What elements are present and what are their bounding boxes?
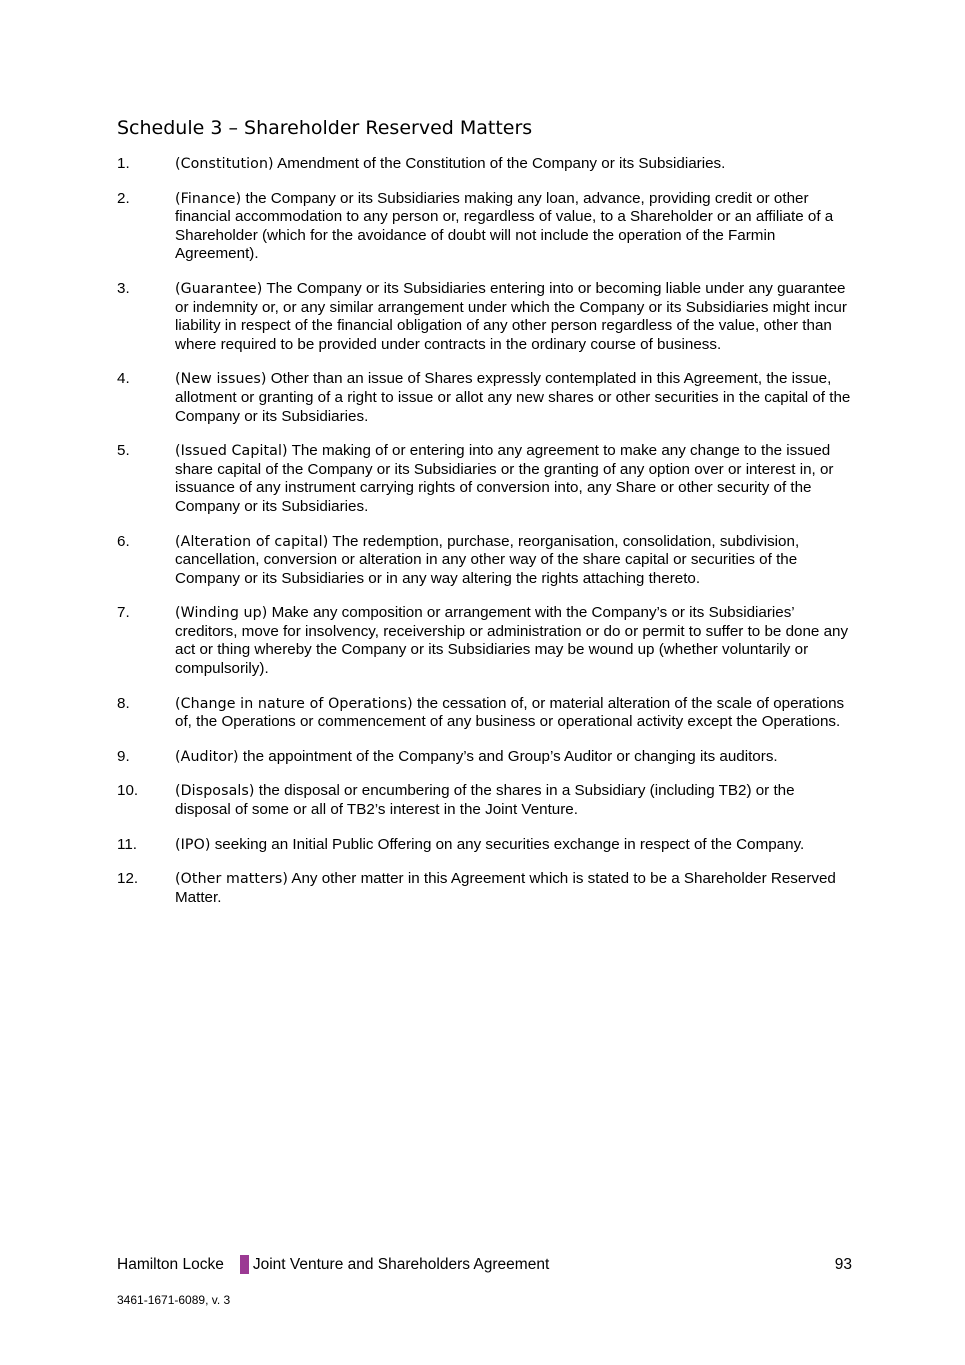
page-number: 93 bbox=[834, 1255, 852, 1273]
item-text: The making of or entering into any agreement to make any change to the issued share capital of the Company or its Subsidiaries or the granting of any option over or interest in, or issuance of any instrument carrying rights of conversion into, any Share or other security of the Company or its Subsidiaries. bbox=[175, 442, 834, 515]
footer-accent-bar bbox=[240, 1255, 249, 1274]
item-text: Make any composition or arrangement with the Company’s or its Subsidiaries’ creditors, move for insolvency, receivership or administration or do or permit to suffer to be done any act or thing whereby the Company or its Subsidiaries may be wound up (whether voluntarily or compulsorily). bbox=[175, 604, 849, 678]
list-item bbox=[117, 442, 852, 516]
list-item bbox=[117, 370, 852, 426]
list-item bbox=[117, 870, 852, 907]
document-reference: 3461-1671-6089, v. 3 bbox=[117, 1293, 231, 1307]
item-body bbox=[175, 748, 852, 767]
list-item bbox=[117, 695, 852, 732]
item-tag: (Alteration of capital) bbox=[175, 533, 329, 550]
item-text: the disposal or encumbering of the shares in a Subsidiary (including TB2) or the disposal of some or all of TB2’s interest in the Joint Venture. bbox=[175, 782, 795, 819]
item-body bbox=[175, 695, 852, 732]
list-item bbox=[117, 604, 852, 678]
item-body bbox=[175, 870, 852, 907]
item-text: the appointment of the Company’s and Group’s Auditor or changing its auditors. bbox=[238, 747, 778, 765]
list-item bbox=[117, 748, 852, 767]
item-text: Any other matter in this Agreement which is stated to be a Shareholder Reserved Matter. bbox=[175, 870, 836, 906]
item-text: the Company or its Subsidiaries making any loan, advance, providing credit or other financial accommodation to any person or, regardless of value, to a Shareholder or an affiliate of a Shareholder (which for the avoidance of doubt will not include the operation of the Farmin Agreement). bbox=[175, 189, 834, 263]
footer-firm-name: Hamilton Locke bbox=[117, 1255, 224, 1273]
list-item bbox=[117, 155, 852, 174]
item-number: 6. bbox=[117, 532, 130, 550]
item-number: 5. bbox=[117, 442, 130, 460]
item-number: 4. bbox=[117, 370, 130, 388]
item-tag: (Disposals) bbox=[175, 783, 255, 800]
item-number: 12. bbox=[117, 870, 139, 888]
list-item bbox=[117, 190, 852, 264]
item-body bbox=[175, 442, 852, 516]
item-number: 11. bbox=[117, 835, 137, 853]
reserved-matters-list bbox=[117, 155, 852, 923]
footer-document-title: Joint Venture and Shareholders Agreement bbox=[252, 1255, 550, 1273]
item-tag: (Issued Capital) bbox=[175, 443, 288, 460]
item-number: 2. bbox=[117, 189, 130, 207]
item-tag: (Constitution) bbox=[175, 156, 274, 172]
item-text: The redemption, purchase, reorganisation, consolidation, subdivision, cancellation, conversion or alteration in any other way of the share capital or securities of the Company or its Subsidiaries or in any way altering the rights attaching thereto. bbox=[175, 532, 800, 587]
list-item bbox=[117, 782, 852, 819]
item-tag: (Guarantee) bbox=[175, 280, 263, 297]
item-number: 9. bbox=[117, 747, 130, 765]
item-text: seeking an Initial Public Offering on any securities exchange in respect of the Company. bbox=[210, 835, 805, 853]
list-item bbox=[117, 280, 852, 354]
item-tag: (Winding up) bbox=[175, 605, 268, 622]
list-item bbox=[117, 836, 852, 855]
item-tag: (New issues) bbox=[175, 371, 267, 388]
item-tag: (Finance) bbox=[175, 190, 242, 207]
item-body bbox=[175, 836, 852, 855]
item-text: Amendment of the Constitution of the Company or its Subsidiaries. bbox=[273, 155, 726, 172]
item-body bbox=[175, 190, 852, 264]
item-number: 10. bbox=[117, 782, 139, 800]
item-number: 3. bbox=[117, 279, 130, 297]
page-footer bbox=[117, 1255, 852, 1274]
item-tag: (Auditor) bbox=[175, 748, 239, 765]
item-number: 8. bbox=[117, 694, 130, 712]
item-text: the cessation of, or material alteration of the scale of operations of, the Operations or commencement of any business or operational activity except the Operations. bbox=[175, 694, 845, 731]
item-tag: (Other matters) bbox=[175, 871, 288, 888]
item-body bbox=[175, 280, 852, 354]
item-body bbox=[175, 370, 852, 426]
list-item bbox=[117, 533, 852, 589]
item-text: Other than an issue of Shares expressly contemplated in this Agreement, the issue, allotment or granting of a right to issue or allot any new shares or other securities in the capital of the Company or its Subsidiaries. bbox=[175, 370, 851, 425]
item-number: 1. bbox=[117, 155, 130, 172]
item-body bbox=[175, 782, 852, 819]
item-number: 7. bbox=[117, 604, 130, 622]
item-tag: (IPO) bbox=[175, 836, 211, 853]
item-body bbox=[175, 155, 852, 174]
item-tag: (Change in nature of Operations) bbox=[175, 695, 413, 712]
schedule-heading: Schedule 3 – Shareholder Reserved Matters bbox=[117, 117, 533, 139]
item-body bbox=[175, 533, 852, 589]
item-text: The Company or its Subsidiaries entering into or becoming liable under any guarantee or indemnity or, or any similar arrangement under which the Company or its Subsidiaries might incur liability in respect of the financial obligation of any other person regardless of the value, other than where required to be provided under contracts in the ordinary course of business. bbox=[175, 279, 847, 353]
item-body bbox=[175, 604, 852, 678]
